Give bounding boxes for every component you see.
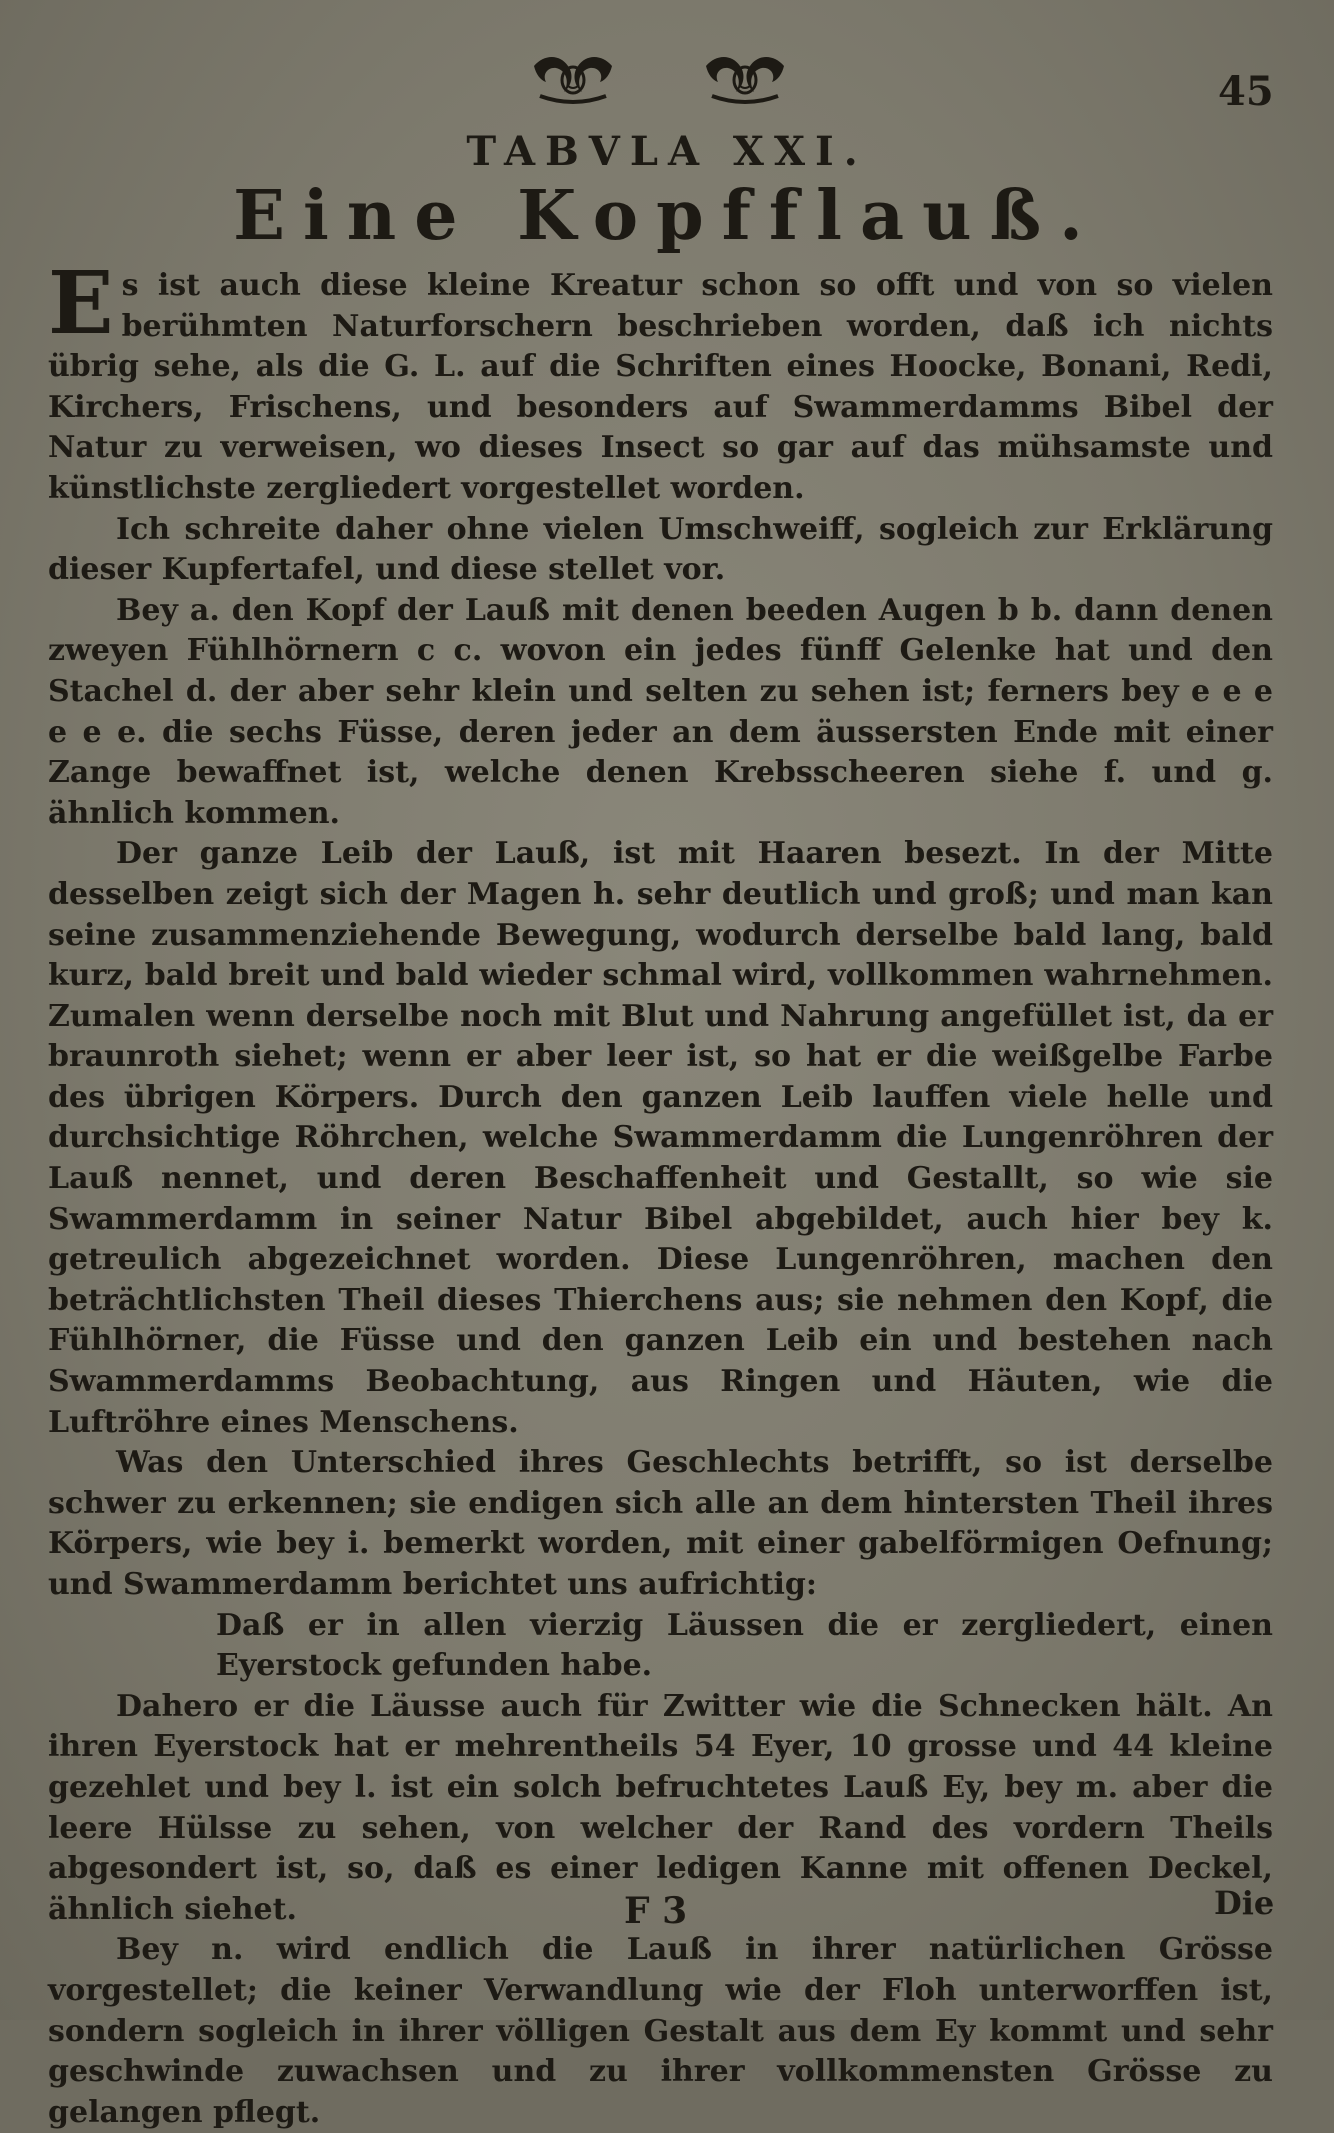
page-title: Eine Kopfflauß. (233, 176, 1101, 256)
catchword: Die (1214, 1884, 1275, 1922)
paragraph (48, 253, 1273, 510)
paragraph: Dahero er die Läusse auch für Zwitter wie die Schnecken hält. An ihren Eyerstock hat er mehrentheils 54 Eyer, 10 grosse und 44 kleine gezehlet und bey l. ist ein solch befruchtetes Lauß Ey, bey m. aber die leere Hülsse zu sehen, von welcher der Rand des vordern Theils abgesondert ist, so, daß es einer ledigen Kanne mit offenen Deckel, ähnlich siehet. (48, 1688, 1273, 1927)
header-ornaments (530, 52, 790, 112)
quotation: Daß er in allen vierzig Läussen die er zergliedert, einen Eyerstock gefunden habe. (216, 1607, 1273, 1684)
paragraph: Der ganze Leib der Lauß, ist mit Haaren besezt. In der Mitte desselben zeigt sich der Magen h. sehr deutlich und groß; und man kan seine zusammenziehende Bewegung, wodurch derselbe bald lang, bald kurz, bald breit und bald wieder schmal wird, vollkommen wahrnehmen. Zumalen wenn derselbe noch mit Blut und Nahrung angefüllet ist, da er braunroth siehet; wenn er aber leer ist, so hat er die weißgelbe Farbe des übrigen Körpers. Durch den ganzen Leib lauffen viele helle und durchsichtige Röhrchen, welche Swammerdamm die Lungenröhren der Lauß nennet, und deren Beschaffenheit und Gestallt, so wie sie Swammerdamm in seiner Natur Bibel abgebildet, auch hier bey k. getreulich abgezeichnet worden. Diese Lungenröhren, machen den beträchtlichsten Theil dieses Thierchens aus; sie nehmen den Kopf, die Fühlhörner, die Füsse und den ganzen Leib ein und bestehen nach Swammerdamms Beobachtung, aus Ringen und Häuten, wie die Luftröhre eines Menschens. (48, 836, 1273, 1440)
body-text (48, 253, 1273, 2133)
drop-cap: E (48, 253, 114, 354)
page-number: 45 (1218, 68, 1274, 115)
plate-label: TABVLA XXI. (466, 128, 868, 175)
paragraph: Ich schreite daher ohne vielen Umschweiff, sogleich zur Erklärung dieser Kupfertafel, und diese stellet vor. (48, 511, 1273, 588)
paragraph: Bey a. den Kopf der Lauß mit denen beeden Augen b b. dann denen zweyen Fühlhörnern c c. wovon ein jedes fünff Gelenke hat und den Stachel d. der aber sehr klein und selten zu sehen ist; ferners bey e e e e e e. die sechs Füsse, deren jeder an dem äussersten Ende mit einer Zange bewaffnet ist, welche denen Krebsscheeren siehe f. und g. ähnlich kommen. (48, 592, 1273, 831)
paragraph: Was den Unterschied ihres Geschlechts betrifft, so ist derselbe schwer zu erkennen; sie endigen sich alle an dem hintersten Theil ihres Körpers, wie bey i. bemerkt worden, mit einer gabelförmigen Oefnung; und Swammerdamm berichtet uns aufrichtig: (48, 1445, 1273, 1602)
paragraph-text: s ist auch diese kleine Kreatur schon so offt und von so vielen berühmten Naturforschern beschrieben worden, daß ich nichts übrig sehe, als die G. L. auf die Schriften eines Hoocke, Bonani, Redi, Kirchers, Frischens, und besonders auf Swammerdamms Bibel der Natur zu verweisen, wo dieses Insect so gar auf das mühsamste und künstlichste zergliedert vorgestellet worden. (48, 268, 1273, 506)
signature-mark: F 3 (624, 1890, 688, 1932)
ornament-icon (702, 52, 788, 108)
ornament-icon (530, 52, 616, 108)
paragraph: Bey n. wird endlich die Lauß in ihrer natürlichen Grösse vorgestellet; die keiner Verwandlung wie der Floh unterworffen ist, sondern sogleich in ihrer völligen Gestalt aus dem Ey kommt und sehr geschwinde zuwachsen und zu ihrer vollkommensten Grösse zu gelangen pflegt. (48, 1932, 1273, 2130)
